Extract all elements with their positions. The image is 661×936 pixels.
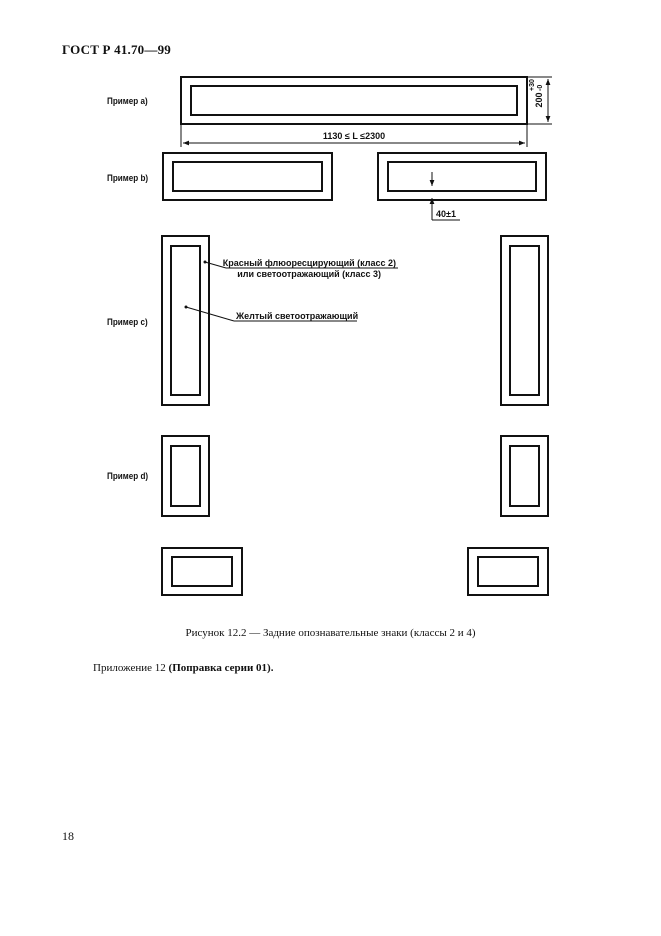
label-example-a: Пример a) <box>107 96 148 106</box>
plate-b-left-outer <box>163 153 332 200</box>
svg-text:200 <box>534 92 544 107</box>
amendment-note <box>93 662 273 674</box>
height-tol-upper: +30 <box>529 79 536 91</box>
plate-c-right-outer <box>501 236 548 405</box>
plate-e-right-outer <box>468 548 548 595</box>
plate-e-left-outer <box>162 548 242 595</box>
label-example-c: Пример c) <box>107 317 148 327</box>
height-tol-lower: -0 <box>537 84 544 91</box>
length-range-text: 1130 ≤ L ≤2300 <box>322 131 386 141</box>
label-example-d: Пример d) <box>107 471 149 481</box>
plate-b-right-outer <box>378 153 546 200</box>
note-prefix: Приложение 12 <box>93 662 166 674</box>
plate-c-left-outer <box>162 236 209 405</box>
page-number: 18 <box>62 829 74 843</box>
document-header: ГОСТ Р 41.70—99 <box>62 42 171 57</box>
figure-caption: Рисунок 12.2 — Задние опознавательные знаки (классы 2 и 4) <box>185 627 476 639</box>
plate-e-left-inner <box>172 557 232 586</box>
legend-red-line1: Красный флюоресцирующий (класс 2) <box>222 258 396 268</box>
note-bold: (Поправка серии 01). <box>168 662 274 674</box>
plate-b-right-inner <box>388 162 536 191</box>
plate-c-left-inner <box>171 246 200 395</box>
plate-c-right-inner <box>510 246 539 395</box>
plate-e-right-inner <box>478 557 538 586</box>
plate-b-left-inner <box>173 162 322 191</box>
label-example-b: Пример b) <box>107 173 149 183</box>
plate-d-left-inner <box>171 446 200 506</box>
legend-red-line2: или светоотражающий (класс 3) <box>237 269 381 279</box>
plate-d-right-outer <box>501 436 548 516</box>
plate-d-right-inner <box>510 446 539 506</box>
border-width-text: 40±1 <box>436 209 456 219</box>
plate-d-left-outer <box>162 436 209 516</box>
plate-a-outer <box>181 77 527 124</box>
height-base-text: 200 <box>534 92 544 108</box>
plate-a-inner <box>191 86 517 115</box>
legend-yellow: Желтый светоотражающий <box>236 311 359 321</box>
